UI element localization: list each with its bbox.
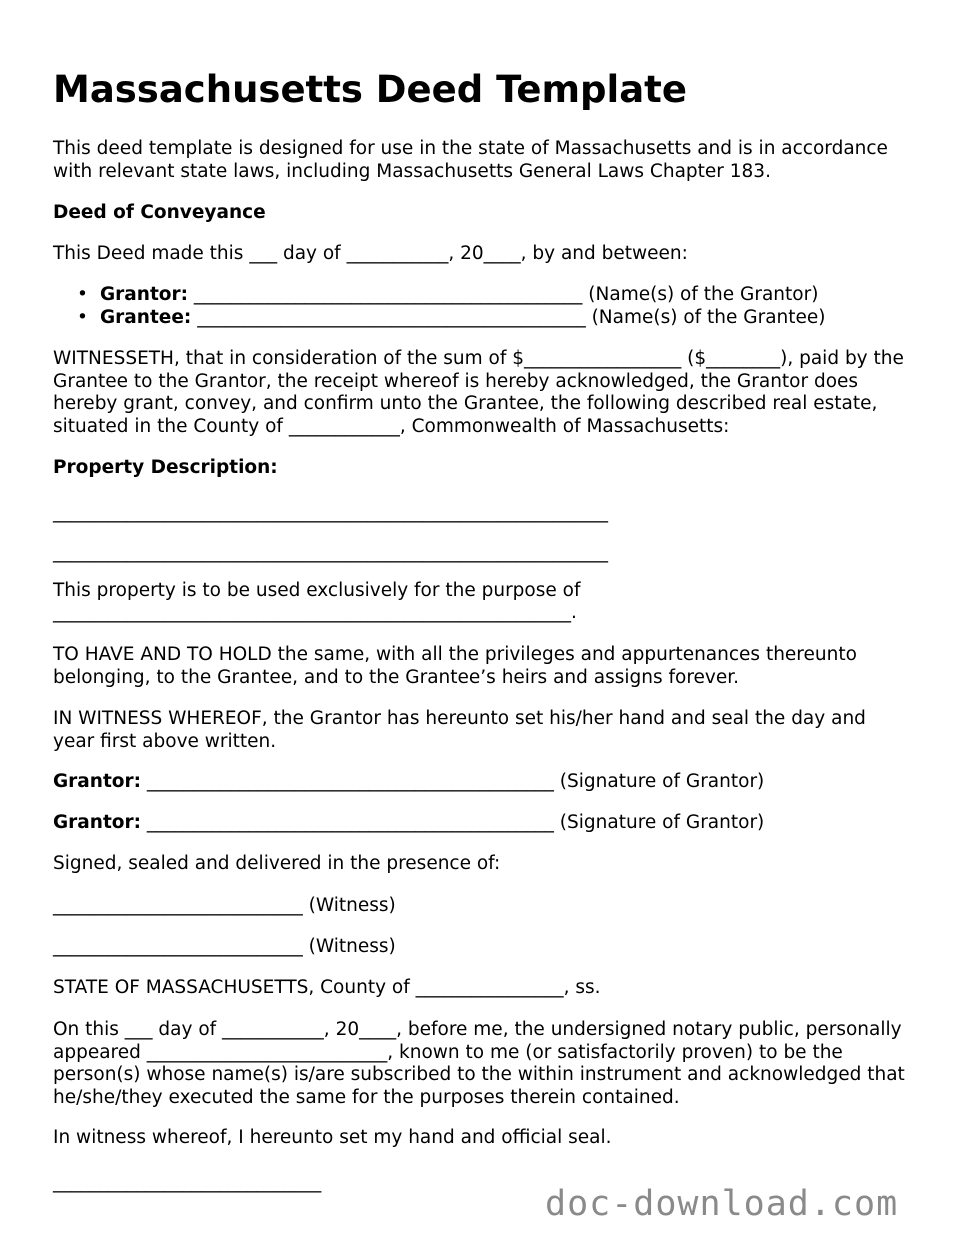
property-heading: Property Description: (53, 457, 278, 478)
parties-list (53, 284, 913, 329)
grantor-signature-line-2 (53, 812, 913, 835)
made-line: This Deed made this ___ day of ___________, 20____, by and between: (53, 243, 688, 264)
witness-line-1: ___________________________ (Witness) (53, 895, 396, 916)
party-label: Grantor: (100, 284, 189, 305)
section-heading: Deed of Conveyance (53, 202, 266, 223)
bullet-icon: • (77, 306, 88, 328)
witnesseth-paragraph: WITNESSETH, that in consideration of the sum of $_________________ ($________), paid by the Grantee to the Grantor, the receipt whereof is hereby acknowledged, the Grantor does hereby grant, convey, and confirm unto the Grantee, the following described real estate, situated in the County of ____________, Commonwealth of Massachusetts: (53, 348, 904, 437)
purpose-blank: ________________________________________________________. (53, 602, 577, 623)
party-blank: __________________________________________ (Name(s) of the Grantee) (191, 306, 826, 328)
notary-paragraph: On this ___ day of ___________, 20____, before me, the undersigned notary public, personally appeared __________________________, known to me (or satisfactorily proven) to be the person(s) whose name(s) is/are subscribed to the within instrument and acknowledged that he/she/they executed the same for the purposes therein contained. (53, 1019, 905, 1108)
intro-paragraph: This deed template is designed for use in the state of Massachusetts and is in accordance with relevant state laws, including Massachusetts General Laws Chapter 183. (53, 138, 888, 182)
signature-label: Grantor: (53, 771, 142, 792)
signature-blank: ____________________________________________ (Signature of Grantor) (141, 812, 765, 833)
in-witness-paragraph: IN WITNESS WHEREOF, the Grantor has hereunto set his/her hand and seal the day and year first above written. (53, 708, 866, 752)
bullet-icon: • (77, 284, 88, 305)
property-line-2: ____________________________________________________________ (53, 542, 608, 563)
signature-label: Grantor: (53, 812, 142, 833)
notary-signature-line: _____________________________ (53, 1172, 322, 1193)
presence-line: Signed, sealed and delivered in the presence of: (53, 853, 501, 874)
party-blank: __________________________________________ (Name(s) of the Grantor) (188, 284, 819, 305)
property-line-1: ____________________________________________________________ (53, 502, 608, 523)
page-title: Massachusetts Deed Template (53, 68, 687, 111)
signature-blank: ____________________________________________ (Signature of Grantor) (141, 771, 765, 792)
grantor-signature-line-1 (53, 771, 913, 794)
watermark-text: doc-download.com (545, 1184, 899, 1224)
purpose-line: This property is to be used exclusively for the purpose of (53, 580, 581, 601)
state-line: STATE OF MASSACHUSETTS, County of ________________, ss. (53, 977, 601, 998)
habendum-paragraph: TO HAVE AND TO HOLD the same, with all the privileges and appurtenances thereunto belonging, to the Grantee, and to the Grantee’s heirs and assigns forever. (53, 644, 857, 688)
party-grantor (53, 284, 913, 307)
witness-line-2: ___________________________ (Witness) (53, 936, 396, 957)
party-grantee (53, 307, 913, 330)
official-seal-line: In witness whereof, I hereunto set my hand and official seal. (53, 1127, 612, 1148)
party-label: Grantee: (100, 306, 192, 328)
